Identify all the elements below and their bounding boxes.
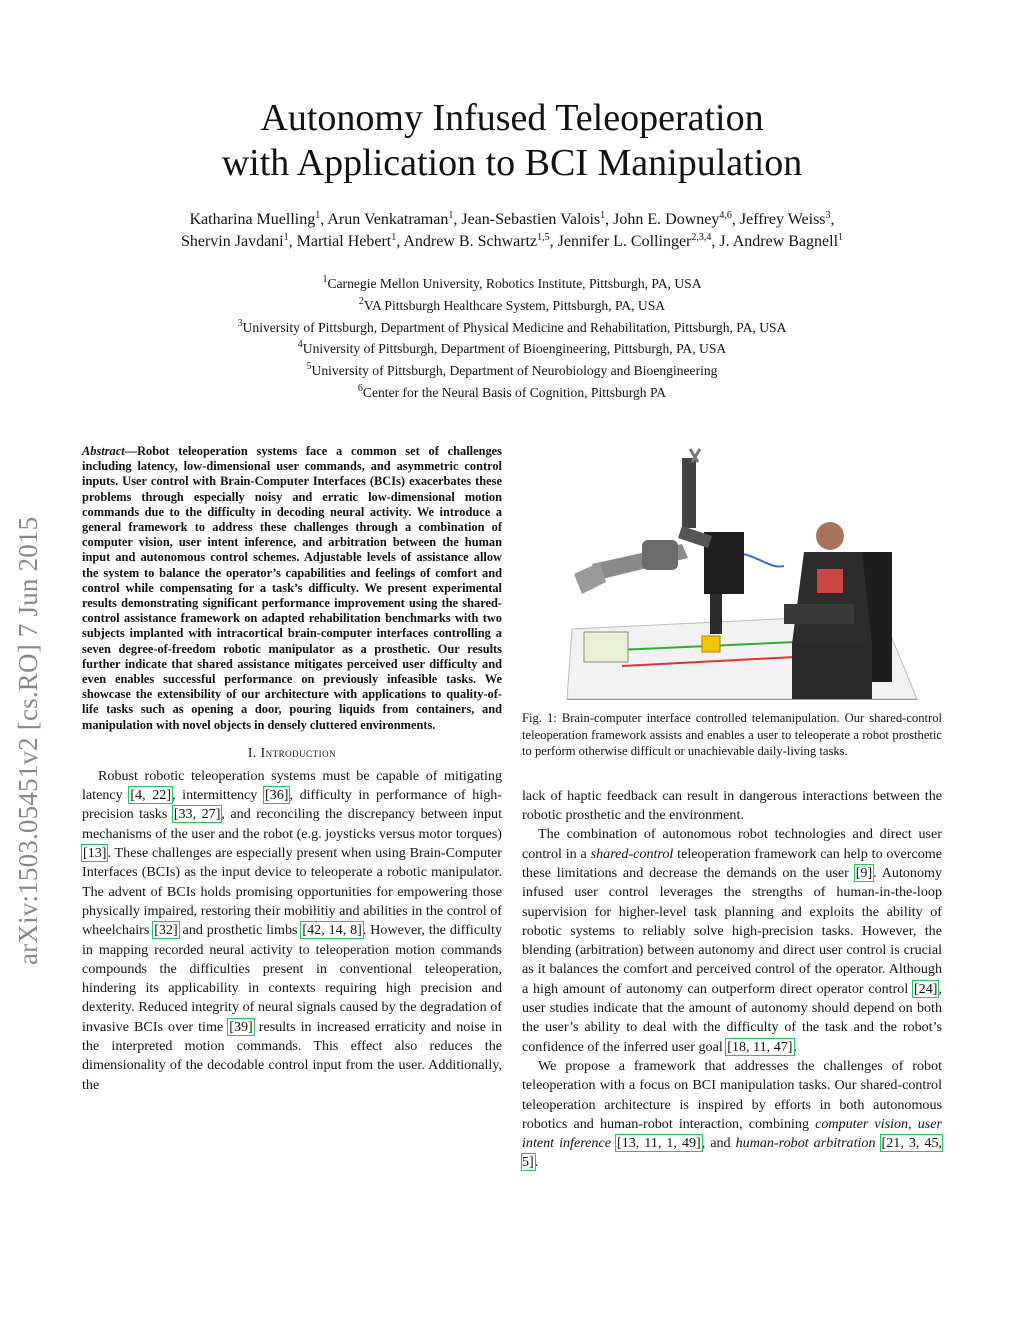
citation-link[interactable]: [18, 11, 47]: [727, 1038, 793, 1055]
author: J. Andrew Bagnell: [719, 233, 839, 250]
affil-text: University of Pittsburgh, Department of Neurobiology and Bioengineering: [311, 363, 718, 379]
section-title: Introduction: [260, 744, 337, 760]
affil-text: Carnegie Mellon University, Robotics Institute, Pittsburgh, PA, USA: [327, 276, 702, 291]
author-affil: 4,6: [719, 210, 732, 221]
author-list: [100, 209, 924, 253]
affil-text: University of Pittsburgh, Department of Physical Medicine and Rehabilitation, Pittsburgh, PA, USA: [242, 319, 787, 335]
citation-link[interactable]: [9]: [855, 864, 873, 881]
author: John E. Downey: [613, 211, 720, 228]
robot-cable: [744, 554, 784, 567]
body-paragraph: [522, 825, 942, 1057]
robot-elbow: [642, 540, 678, 570]
text-run: and prosthetic limbs: [178, 922, 302, 939]
title-line-1: Autonomy Infused Teleoperation: [260, 97, 764, 139]
text-run: , intermittency: [172, 787, 264, 804]
affil-text: VA Pittsburgh Healthcare System, Pittsburgh, PA, USA: [363, 297, 666, 313]
text-run: .: [534, 1154, 539, 1171]
citation-link[interactable]: [39]: [229, 1018, 253, 1035]
citation-link[interactable]: [4, 22]: [130, 787, 172, 804]
body-paragraph: [522, 1057, 942, 1173]
shirt-graphic: [817, 569, 843, 593]
body-paragraph: lack of haptic feedback can result in dangerous interactions between the robotic prosthetic and the environment.: [522, 787, 942, 824]
affil-text: University of Pittsburgh, Department of Bioengineering, Pittsburgh, PA, USA: [302, 341, 727, 357]
text-run-emphasis: computer vision: [815, 1115, 909, 1132]
text-run: . These challenges are especially present when using Brain-Computer Interfaces (BCIs) as the input device to teleoperate a robotic manipulator. The advent of BCIs holds promising opportunities for empowering those physically impaired, restoring their mobilitiy and abilities in the control of wheelchairs: [82, 845, 502, 939]
affil-num: 1: [322, 274, 328, 285]
section-heading: [82, 745, 502, 761]
abstract-text: —Robot teleoperation systems face a common set of challenges including latency, low-dimensional user commands, and asymmetric control inputs. User control with Brain-Computer Interfaces (BCIs) exacerbates these problems through especially noisy and erratic low-dimensional motion commands due to the difficulty in decoding neural activity. We introduce a general framework to address these challenges through a combination of computer vision, user intent inference, and arbitration between the human input and autonomous control schemes. Adjustable levels of assistance allow the system to balance the operator’s capabilities and feelings of comfort and control while compensating for a task’s difficulty. We present experimental results demonstrating significant performance improvement using the shared-control assistance framework on adapted rehabilitation benchmarks with two subjects implanted with intracortical brain-computer interfaces controlling a seven degree-of-freedom robotic manipulator as a prosthetic. Our results further indicate that shared assistance mitigates perceived user difficulty and even enables successful performance on previously infeasible tasks. We showcase the extensibility of our architecture with applications to quality-of-life tasks such as opening a door, pouring liquids from containers, and manipulation with novel objects in densely cluttered environments.: [82, 444, 502, 732]
text-run: , difficulty in performance of high-precision tasks: [82, 787, 502, 823]
robot-upper-arm: [682, 458, 696, 528]
text-run: The combination of autonomous robot technologies and direct user control in a: [522, 826, 942, 862]
person-head: [816, 522, 844, 550]
title-line-2: with Application to BCI Manipulation: [221, 142, 803, 184]
right-column: [522, 444, 942, 1173]
citation-link[interactable]: [13]: [83, 845, 107, 862]
affiliation: [100, 382, 924, 404]
author-affil: 1: [315, 210, 321, 221]
affiliation: [100, 295, 924, 317]
citation-link[interactable]: [13, 11, 1, 49]: [617, 1135, 701, 1152]
clear-container: [584, 632, 628, 662]
text-run-emphasis: user intent inference: [522, 1115, 943, 1152]
figure-1-image: [522, 444, 942, 700]
person-torso: [792, 552, 872, 644]
author: Jennifer L. Collinger: [557, 233, 692, 250]
text-run: .: [793, 1038, 798, 1055]
author-affil: 1: [838, 232, 844, 243]
text-run: results in increased erraticity and noise in the interpreted motion commands. This effect also reduces the dimensionality of the decodable control input from the user. Additionally, the: [82, 1018, 502, 1093]
author: Katharina Muelling: [189, 211, 316, 228]
author: Andrew B. Schwartz: [403, 233, 538, 250]
author-affil: 1: [448, 210, 454, 221]
author-affil: 3: [825, 210, 831, 221]
person-legs: [792, 644, 872, 699]
text-run: teleoperation framework can help to overcome these limitations and decrease the demands on the user: [522, 845, 942, 881]
citation-link[interactable]: [33, 27]: [173, 806, 221, 823]
abstract-label: Abstract: [82, 444, 125, 458]
left-column: [82, 444, 502, 1095]
text-run: , user studies indicate that the amount of autonomy should depend on both the user’s ability to deal with the difficulty of the task and the robot’s confidence of the inferred user goal: [522, 980, 942, 1055]
text-run: . Autonomy infused user control leverages the strengths of human-in-the-loop supervision for higher-level task planning and exploits the ability of robotic systems to reliably solve high-precision tasks. However, the blending (arbitration) between autonomy and direct user control is crucial as it balances the comfort and perceived control of the operator. Although a high amount of autonomy can outperform direct operator control: [522, 864, 943, 997]
text-run-emphasis: human-robot arbitration: [735, 1135, 876, 1152]
text-run-emphasis: shared-control: [590, 845, 674, 862]
citation-link[interactable]: [24]: [913, 980, 938, 997]
person-arms: [784, 604, 854, 624]
author: Jean-Sebastien Valois: [461, 211, 601, 228]
paper-title: [100, 96, 924, 186]
text-run: [876, 1135, 881, 1151]
text-run: , and: [701, 1135, 736, 1152]
arxiv-id: arXiv:1503.05451v2 [cs.RO] 7 Jun 2015: [13, 516, 43, 965]
author-affil: 1: [283, 232, 289, 243]
author: Shervin Javdani: [180, 233, 284, 250]
author-line-2: Shervin Javdani$^1$, Martial Hebert$^1$, Andrew B. Schwartz$^{1,5}$, Jennifer L. Collinger$^{2,3,4}$, J. Andrew Bagnell$^1$: [180, 232, 844, 250]
affiliation-list: [100, 273, 924, 404]
affiliation: [100, 317, 924, 339]
robot-telemanipulation-illustration: [522, 444, 942, 700]
author: Martial Hebert: [296, 233, 392, 250]
affil-text: Center for the Neural Basis of Cognition, Pittsburgh PA: [362, 384, 667, 400]
robot-hand: [574, 562, 606, 594]
text-run: Robust robotic teleoperation systems must be capable of mitigating latency: [82, 767, 502, 804]
citation-link[interactable]: [32]: [154, 922, 178, 939]
section-number: I.: [247, 744, 257, 760]
author: Arun Venkatraman: [327, 211, 449, 228]
citation-link[interactable]: [21, 3, 45, 5]: [522, 1135, 943, 1171]
author-affil: 1: [600, 210, 606, 221]
yellow-cube: [702, 636, 720, 652]
citation-link[interactable]: [36]: [264, 787, 289, 804]
abstract: [82, 444, 502, 733]
intro-paragraph: [82, 767, 502, 1095]
arxiv-stamp: [8, 365, 48, 965]
affiliation: [100, 273, 924, 295]
text-run: We propose a framework that addresses the challenges of robot teleoperation with a focus on BCI manipulation tasks. Our shared-control teleoperation architecture is inspired by efforts in both autonomous robotics and human-robot interaction, combining: [522, 1057, 942, 1132]
author-affil: 1,5: [537, 232, 550, 243]
citation-link[interactable]: [42, 14, 8]: [302, 922, 362, 939]
affiliation: [100, 360, 924, 382]
affil-num: 5: [306, 361, 312, 373]
affil-num: 2: [358, 295, 364, 307]
author-affil: 2,3,4: [691, 232, 712, 243]
author: Jeffrey Weiss: [739, 211, 826, 228]
text-run: . However, the difficulty in mapping recorded neural activity to teleoperation motion commands compounds the difficulties present in conventional teleoperation, hindering its applicability in contexts requiring high precision and dexterity. Reduced integrity of neural signals caused by the degradation of invasive BCIs over time: [82, 922, 503, 1035]
affil-num: 4: [297, 339, 303, 351]
author-line-1: Katharina Muelling$^1$, Arun Venkatraman$^1$, Jean-Sebastien Valois$^1$, John E. Downey$^{4,6}$, Jeffrey Weiss$^3$,: [189, 210, 835, 228]
spacer: [522, 760, 942, 787]
robot-shoulder: [678, 526, 712, 548]
affil-num: 6: [357, 382, 363, 394]
affil-num: 3: [237, 317, 243, 329]
text-run: ,: [908, 1115, 918, 1132]
figure-1-caption: Fig. 1: Brain-computer interface controlled telemanipulation. Our shared-control teleoperation framework assists and enables a user to teleoperate a robot prosthetic to perform otherwise difficult or unachievable daily-living tasks.: [522, 711, 942, 759]
affiliation: [100, 338, 924, 360]
author-affil: 1: [391, 232, 397, 243]
table-edge: [567, 699, 917, 700]
text-run: , and reconciling the discrepancy between input mechanisms of the user and the robot (e.g. joysticks versus motor torques): [82, 806, 502, 842]
